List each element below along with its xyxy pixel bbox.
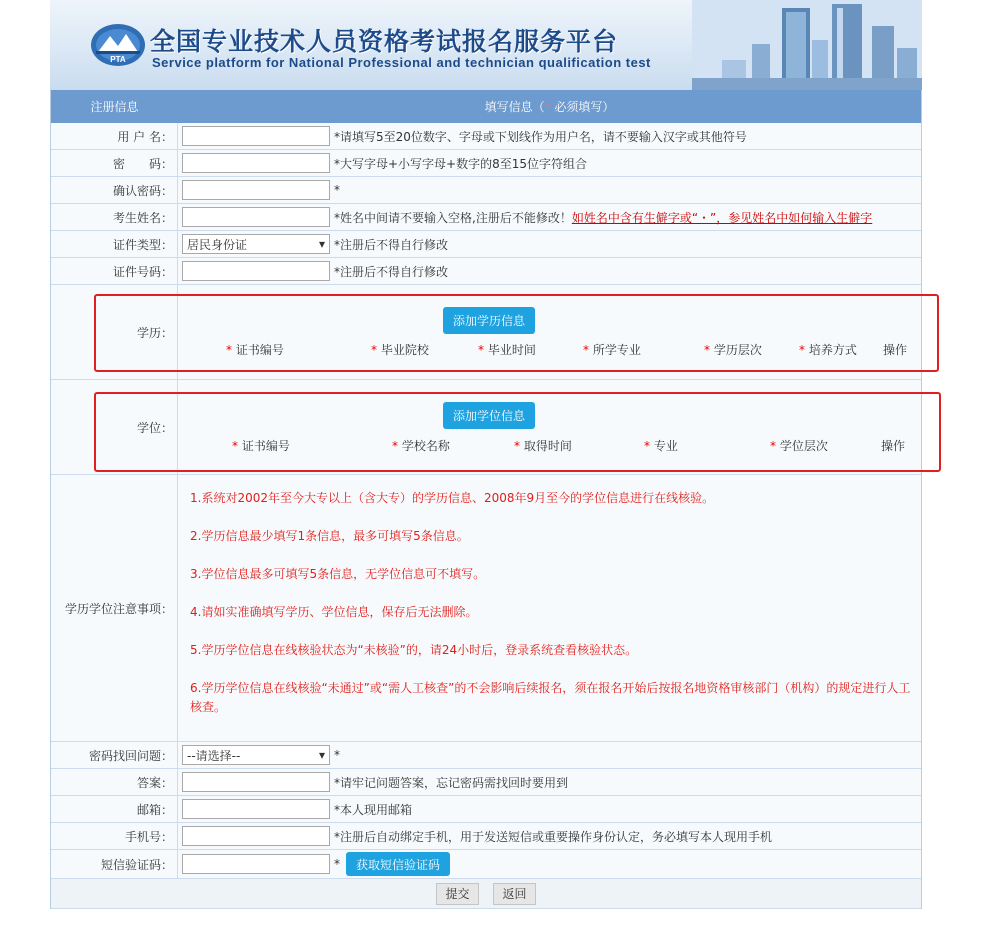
id-type-select[interactable]: [182, 234, 330, 254]
id-type-label: 证件类型：: [51, 231, 178, 257]
id-number-label: 证件号码：: [51, 258, 178, 284]
form-header: [51, 90, 921, 123]
name-hint: *姓名中间请不要输入空格,注册后不能修改！如姓名中含有生僻字或“・”，参见姓名中如何输入生僻字: [334, 210, 873, 225]
education-col-level: * 学历层次: [704, 343, 762, 357]
education-col-grad-date: * 毕业时间: [478, 343, 536, 357]
row-sms-code: [51, 850, 921, 879]
phone-label: 手机号：: [51, 823, 178, 849]
row-id-number: [51, 258, 921, 285]
row-id-type: [51, 231, 921, 258]
education-col-cert-number: * 证书编号: [226, 343, 284, 357]
education-highlight-box: [94, 294, 939, 372]
dropdown-arrow-icon: ▾: [318, 748, 325, 762]
education-col-action: 操作: [883, 343, 908, 357]
row-password: [51, 150, 921, 177]
submit-button[interactable]: 提交: [436, 883, 479, 905]
note-item: 2.学历信息最少填写1条信息，最多可填写5条信息。: [190, 529, 469, 543]
education-col-major: * 所学专业: [583, 343, 641, 357]
degree-col-school: * 学校名称: [392, 439, 450, 453]
email-label: 邮箱：: [51, 796, 178, 822]
add-degree-button[interactable]: 添加学位信息: [443, 402, 535, 429]
notes-label: 学历学位注意事项：: [51, 475, 178, 741]
site-title: 全国专业技术人员资格考试报名服务平台: [150, 27, 619, 56]
degree-col-date: * 取得时间: [514, 439, 572, 453]
note-item: 6.学历学位信息在线核验“未通过”或“需人工核查”的不会影响后续报名，须在报名开始后按报名地资格审核部门（机构）的规定进行人工核查。: [190, 681, 911, 714]
education-col-mode: * 培养方式: [799, 343, 857, 357]
pta-logo-icon: [90, 22, 146, 68]
phone-input[interactable]: [182, 826, 330, 846]
form-actions: [51, 879, 921, 909]
username-label: 用 户 名：: [51, 123, 178, 149]
row-confirm-password: [51, 177, 921, 204]
note-item: 1.系统对2002年至今大专以上（含大专）的学历信息、2008年9月至今的学位信息进行在线核验。: [190, 491, 715, 505]
security-question-label: 密码找回问题：: [51, 742, 178, 768]
dropdown-arrow-icon: ▾: [318, 237, 325, 251]
rare-character-help-link[interactable]: 如姓名中含有生僻字或“・”，参见姓名中如何输入生僻字: [571, 210, 873, 225]
svg-text:PTA: PTA: [110, 55, 126, 64]
note-item: 5.学历学位信息在线核验状态为“未核验”的，请24小时后，登录系统查看核验状态。: [190, 643, 638, 657]
city-skyline-image: [692, 0, 922, 90]
degree-label: 学位：: [51, 380, 178, 474]
degree-col-level: * 学位层次: [770, 439, 828, 453]
password-label: 密 码：: [51, 150, 178, 176]
notes-list: [178, 475, 921, 741]
row-security-question: [51, 742, 921, 769]
row-notes: [51, 475, 921, 742]
confirm-password-input[interactable]: [182, 180, 330, 200]
confirm-password-label: 确认密码：: [51, 177, 178, 203]
row-phone: [51, 823, 921, 850]
password-input[interactable]: [182, 153, 330, 173]
note-item: 3.学位信息最多可填写5条信息，无学位信息可不填写。: [190, 567, 486, 581]
phone-hint: *注册后自动绑定手机，用于发送短信或重要操作身份认定，务必填写本人现用手机: [334, 829, 773, 844]
username-hint: *请填写5至20位数字、字母或下划线作为用户名，请不要输入汉字或其他符号: [334, 129, 747, 144]
sms-code-input[interactable]: [182, 854, 330, 874]
id-number-input[interactable]: [182, 261, 330, 281]
row-name: [51, 204, 921, 231]
name-label: 考生姓名：: [51, 204, 178, 230]
email-hint: *本人现用邮箱: [334, 802, 413, 817]
security-question-value: --请选择--: [187, 748, 241, 763]
answer-input[interactable]: [182, 772, 330, 792]
id-type-value: 居民身份证: [187, 237, 248, 252]
degree-col-cert-number: * 证书编号: [232, 439, 290, 453]
sms-code-label: 短信验证码：: [51, 850, 178, 878]
header-fill-info: 填写信息（* 必须填写）: [484, 100, 615, 114]
education-col-school: * 毕业院校: [371, 343, 429, 357]
back-button[interactable]: 返回: [493, 883, 536, 905]
note-item: 4.请如实准确填写学历、学位信息，保存后无法删除。: [190, 605, 478, 619]
row-username: [51, 123, 921, 150]
row-email: [51, 796, 921, 823]
answer-label: 答案：: [51, 769, 178, 795]
education-label: 学历：: [51, 285, 178, 379]
site-subtitle: Service platform for National Professional and technician qualification test: [152, 55, 651, 70]
email-input[interactable]: [182, 799, 330, 819]
username-input[interactable]: [182, 126, 330, 146]
row-answer: [51, 769, 921, 796]
get-sms-code-button[interactable]: 获取短信验证码: [346, 852, 450, 876]
name-input[interactable]: [182, 207, 330, 227]
security-question-hint: *: [334, 748, 340, 762]
site-banner: [50, 0, 922, 90]
security-question-select[interactable]: [182, 745, 330, 765]
confirm-password-hint: *: [334, 183, 340, 197]
add-education-button[interactable]: 添加学历信息: [443, 307, 535, 334]
password-hint: *大写字母+小写字母+数字的8至15位字符组合: [334, 156, 588, 171]
degree-highlight-box: [94, 392, 941, 472]
degree-col-major: * 专业: [644, 439, 678, 453]
degree-col-action: 操作: [881, 439, 906, 453]
answer-hint: *请牢记问题答案，忘记密码需找回时要用到: [334, 775, 569, 790]
id-type-hint: *注册后不得自行修改: [334, 237, 449, 252]
registration-form: [50, 90, 922, 909]
sms-code-hint: *: [334, 857, 340, 871]
header-register-info: 注册信息: [90, 100, 139, 114]
id-number-hint: *注册后不得自行修改: [334, 264, 449, 279]
